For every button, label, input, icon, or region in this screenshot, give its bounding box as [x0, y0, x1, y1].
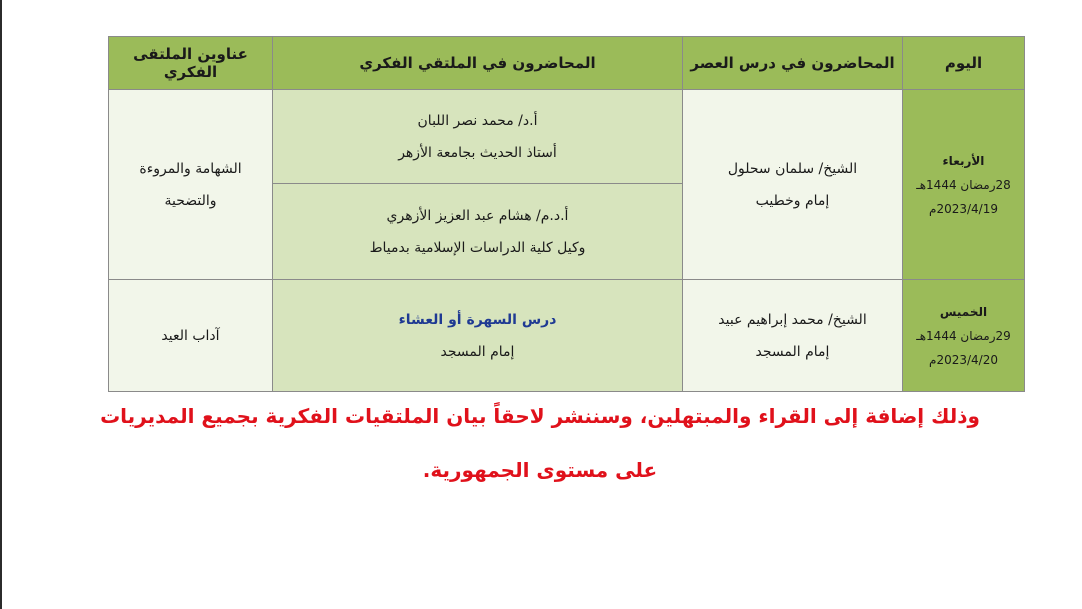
forum-lecturer-cell	[273, 90, 683, 184]
header-forum-titles: عناوين الملتقى الفكري	[109, 37, 273, 90]
forum-title-cell	[109, 90, 273, 280]
hijri-date: 29رمضان 1444هـ	[916, 328, 1011, 343]
gregorian-date: 2023/4/19م	[929, 201, 998, 216]
left-border-line	[0, 0, 2, 609]
lecturer-role: وكيل كلية الدراسات الإسلامية بدمياط	[369, 239, 586, 256]
forum-lecturer-cell	[273, 184, 683, 280]
forum-title-line: آداب العيد	[161, 327, 220, 344]
lecturer-role: إمام المسجد	[440, 343, 515, 360]
day-name: الأربعاء	[942, 153, 985, 168]
forum-title-cell	[109, 280, 273, 392]
gregorian-date: 2023/4/20م	[929, 352, 998, 367]
header-day: اليوم	[903, 37, 1025, 90]
lecturer-name: الشيخ/ محمد إبراهيم عبيد	[718, 311, 867, 328]
forum-title-line: الشهامة والمروءة	[139, 160, 242, 177]
table-header-row	[109, 37, 1025, 90]
day-cell-thursday	[903, 280, 1025, 392]
lecturer-name: أ.د.م/ هشام عبد العزيز الأزهري	[386, 207, 569, 224]
lecturer-name: أ.د/ محمد نصر اللبان	[417, 112, 538, 129]
forum-title-line: والتضحية	[164, 192, 217, 209]
lecturer-name: الشيخ/ سلمان سحلول	[727, 160, 858, 177]
day-name: الخميس	[939, 304, 988, 319]
lecturer-role: إمام وخطيب	[755, 192, 830, 209]
hijri-date: 28رمضان 1444هـ	[916, 177, 1011, 192]
note-line-1: وذلك إضافة إلى القراء والمبتهلين، وسننشر لاحقاً بيان الملتقيات الفكرية بجميع المديريات	[100, 404, 980, 428]
forum-lecturer-cell	[273, 280, 683, 392]
header-forum-lecturers: المحاضرون في الملتقي الفكري	[273, 37, 683, 90]
afternoon-lecturer-cell	[683, 90, 903, 280]
lecturer-role: إمام المسجد	[755, 343, 830, 360]
table-row	[109, 280, 1025, 392]
table-row	[109, 90, 1025, 184]
day-cell-wednesday	[903, 90, 1025, 280]
lecturer-role: أستاذ الحديث بجامعة الأزهر	[398, 144, 557, 161]
schedule-table	[108, 36, 1025, 392]
note-line-2: على مستوى الجمهورية.	[422, 458, 658, 482]
evening-lesson-title: درس السهرة أو العشاء	[398, 311, 557, 328]
header-afternoon-lecturers: المحاضرون في درس العصر	[683, 37, 903, 90]
afternoon-lecturer-cell	[683, 280, 903, 392]
